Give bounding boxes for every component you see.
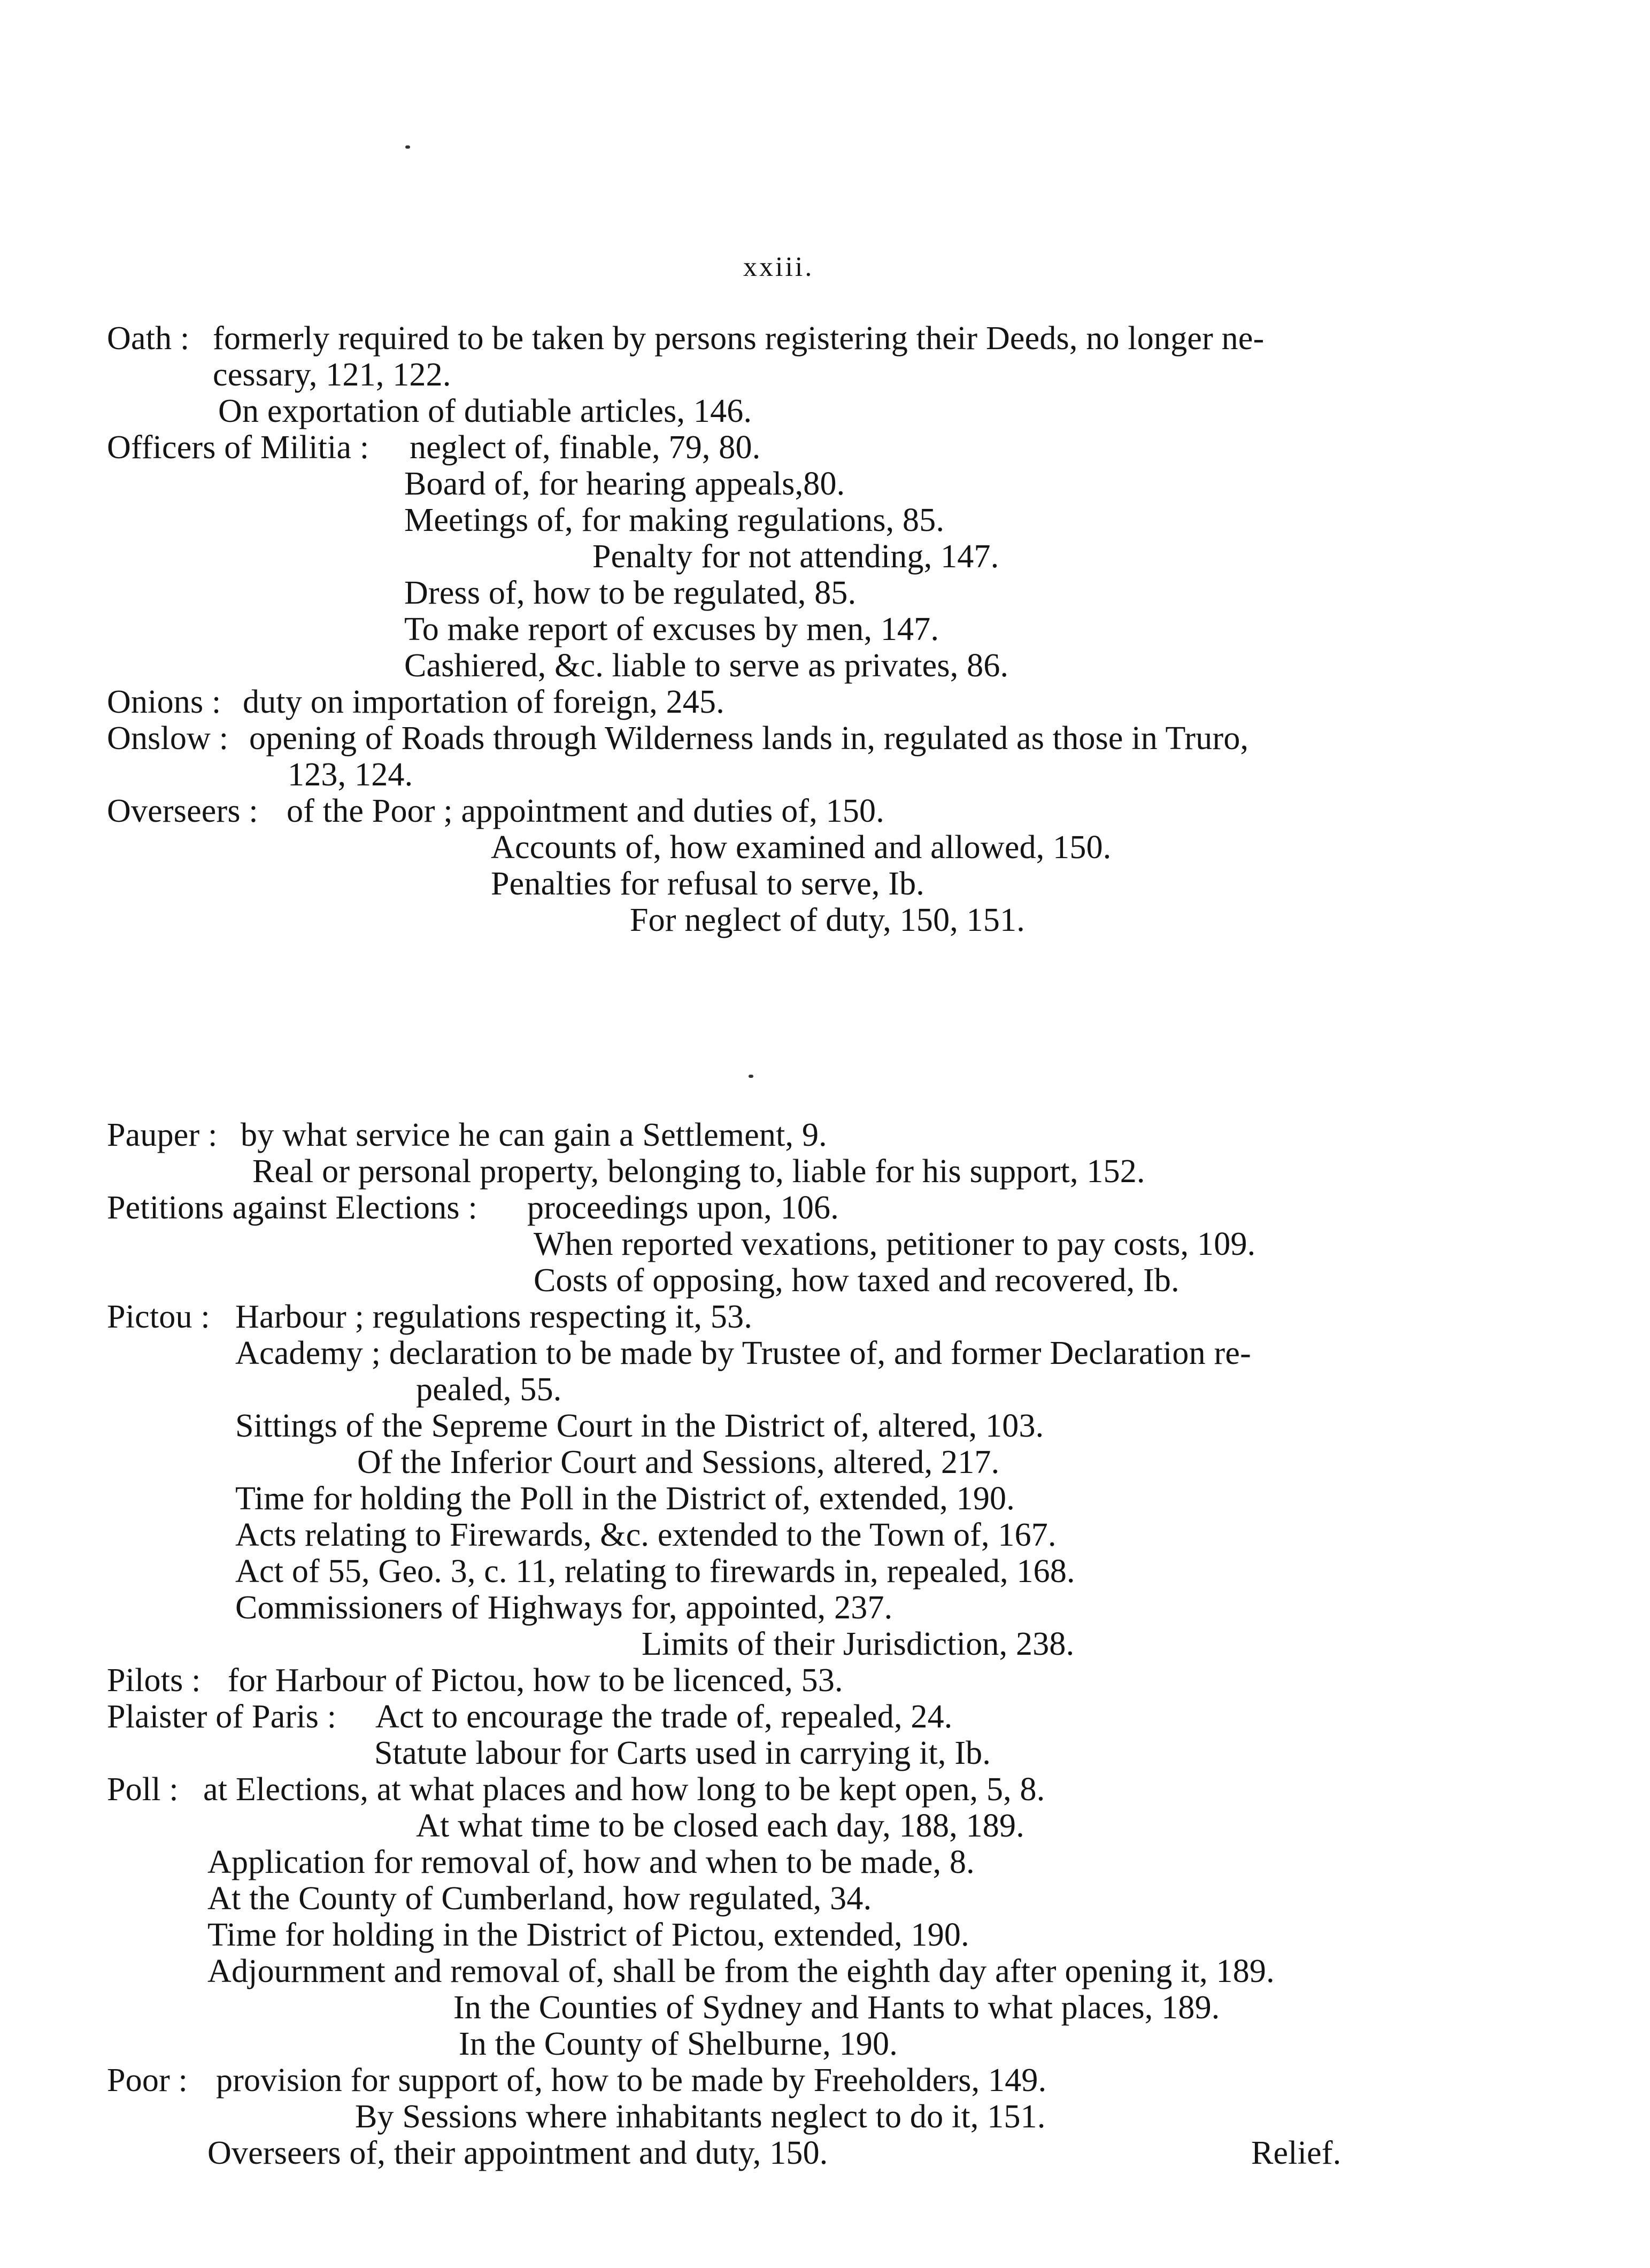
index-line: Penalty for not attending, 147. <box>592 538 999 575</box>
index-line: duty on importation of foreign, 245. <box>243 684 724 720</box>
index-heading-plaister: Plaister of Paris : <box>107 1699 337 1735</box>
index-heading-oath: Oath : <box>107 320 190 357</box>
print-speck <box>749 1075 753 1078</box>
print-speck <box>405 145 410 149</box>
index-line: Real or personal property, belonging to, liable for his support, 152. <box>252 1153 1145 1190</box>
index-line: At the County of Cumberland, how regulated, 34. <box>207 1880 872 1917</box>
index-heading-overseers: Overseers : <box>107 793 258 829</box>
index-heading-onslow: Onslow : <box>107 720 229 757</box>
index-line: Of the Inferior Court and Sessions, altered, 217. <box>357 1444 1000 1480</box>
index-line: 123, 124. <box>288 757 413 793</box>
index-line: neglect of, finable, 79, 80. <box>410 429 761 466</box>
index-line: At what time to be closed each day, 188, 189. <box>416 1808 1024 1844</box>
index-line: When reported vexations, petitioner to pay costs, 109. <box>534 1226 1256 1262</box>
index-line: In the County of Shelburne, 190. <box>459 2026 898 2062</box>
index-heading-pictou: Pictou : <box>107 1299 210 1335</box>
index-line: by what service he can gain a Settlement, 9. <box>241 1117 827 1153</box>
index-line: pealed, 55. <box>416 1371 562 1408</box>
index-line: By Sessions where inhabitants neglect to do it, 151. <box>355 2099 1046 2135</box>
index-line: provision for support of, how to be made by Freeholders, 149. <box>216 2062 1047 2099</box>
index-line: proceedings upon, 106. <box>527 1190 839 1226</box>
index-line: Dress of, how to be regulated, 85. <box>404 575 857 611</box>
index-heading-onions: Onions : <box>107 684 221 720</box>
index-line: For neglect of duty, 150, 151. <box>630 902 1025 938</box>
index-line: Application for removal of, how and when to be made, 8. <box>207 1844 975 1880</box>
index-line: cessary, 121, 122. <box>213 357 451 393</box>
index-line: Academy ; declaration to be made by Trustee of, and former Declaration re- <box>235 1335 1251 1371</box>
index-line: Cashiered, &c. liable to serve as privates, 86. <box>404 647 1009 684</box>
index-heading-officers: Officers of Militia : <box>107 429 369 466</box>
index-line: Sittings of the Sepreme Court in the District of, altered, 103. <box>235 1408 1044 1444</box>
index-heading-petitions: Petitions against Elections : <box>107 1190 477 1226</box>
index-heading-poll: Poll : <box>107 1771 179 1808</box>
index-line: Limits of their Jurisdiction, 238. <box>642 1626 1075 1662</box>
page-number: xxiii. <box>743 252 814 282</box>
index-line: Costs of opposing, how taxed and recovered, Ib. <box>534 1262 1179 1299</box>
index-line: opening of Roads through Wilderness lands in, regulated as those in Truro, <box>249 720 1249 757</box>
index-line: Time for holding the Poll in the District of, extended, 190. <box>235 1480 1015 1517</box>
index-line: at Elections, at what places and how long to be kept open, 5, 8. <box>203 1771 1045 1808</box>
catchword: Relief. <box>1251 2135 1341 2171</box>
index-line: Board of, for hearing appeals,80. <box>404 466 845 502</box>
index-line: Meetings of, for making regulations, 85. <box>404 502 945 538</box>
index-line: In the Counties of Sydney and Hants to what places, 189. <box>453 1989 1220 2026</box>
index-heading-poor: Poor : <box>107 2062 188 2099</box>
index-line: Harbour ; regulations respecting it, 53. <box>235 1299 753 1335</box>
index-heading-pilots: Pilots : <box>107 1662 201 1699</box>
index-line: for Harbour of Pictou, how to be licenced, 53. <box>228 1662 843 1699</box>
index-line: To make report of excuses by men, 147. <box>404 611 939 647</box>
index-line: Acts relating to Firewards, &c. extended to the Town of, 167. <box>235 1517 1057 1553</box>
index-line: formerly required to be taken by persons registering their Deeds, no longer ne- <box>213 320 1265 357</box>
index-line: Act to encourage the trade of, repealed, 24. <box>375 1699 953 1735</box>
index-line: of the Poor ; appointment and duties of, 150. <box>287 793 884 829</box>
index-line: Time for holding in the District of Pictou, extended, 190. <box>207 1917 969 1953</box>
index-line: Penalties for refusal to serve, Ib. <box>491 866 925 902</box>
index-line: Overseers of, their appointment and duty, 150. <box>207 2135 828 2171</box>
index-line: Accounts of, how examined and allowed, 150. <box>491 829 1112 866</box>
index-line: Act of 55, Geo. 3, c. 11, relating to firewards in, repealed, 168. <box>235 1553 1075 1590</box>
index-line: Adjournment and removal of, shall be from the eighth day after opening it, 189. <box>207 1953 1275 1989</box>
index-line: Statute labour for Carts used in carrying it, Ib. <box>374 1735 991 1771</box>
index-heading-pauper: Pauper : <box>107 1117 218 1153</box>
index-line: On exportation of dutiable articles, 146. <box>218 393 752 429</box>
index-line: Commissioners of Highways for, appointed, 237. <box>235 1590 893 1626</box>
